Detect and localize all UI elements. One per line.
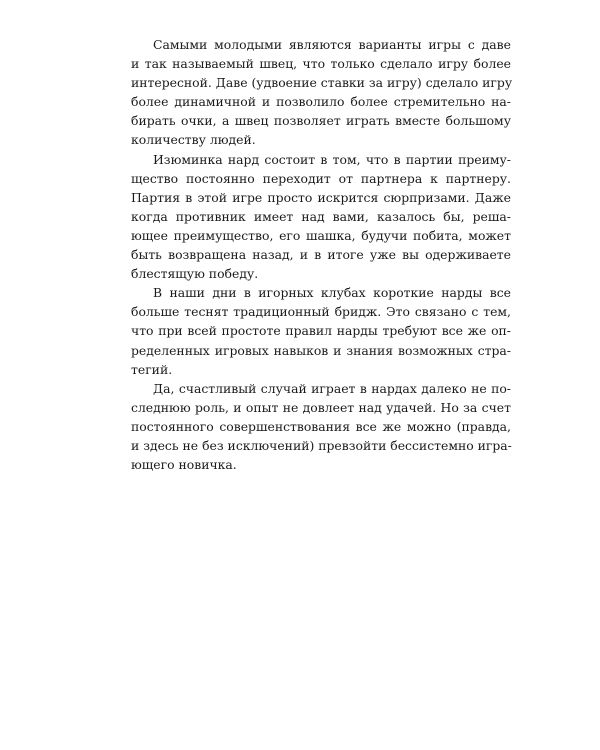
text-line: быть возвращена назад, и в итоге уже вы одерживаете [131,247,511,263]
text-line: что при всей простоте правил нарды требуют все же оп- [131,323,511,339]
text-line: больше теснят традиционный бридж. Это связано с тем, [131,304,511,320]
text-line: постоянного совершенствования все же можно (правда, [131,418,511,434]
text-line: Да, счастливый случай играет в нардах далеко не по- [153,380,511,396]
text-line: когда противник имеет над вами, казалось бы, реша- [131,208,511,224]
text-line: количеству людей. [131,132,256,148]
body-text [131,35,511,474]
text-line: щество постоянно переходит от партнера к партнеру. [131,170,511,186]
text-line: блестящую победу. [131,266,259,282]
text-line: ющее преимущество, его шашка, будучи побита, может [131,227,511,243]
text-line: следнюю роль, и опыт не довлеет над удачей. Но за счет [131,399,511,415]
text-line: тегий. [131,361,173,377]
text-line: В наши дни в игорных клубах короткие нарды все [153,285,511,301]
paragraph-4 [131,379,511,474]
text-line: бирать очки, а швец позволяет играть вместе большому [131,113,511,129]
text-line: и так называемый швец, что только сделало игру более [131,56,511,72]
paragraph-2 [131,150,511,284]
text-line: ющего новичка. [131,457,237,473]
text-line: интересной. Даве (удвоение ставки за игру) сделало игру [131,75,513,91]
text-line: Самыми молодыми являются варианты игры с даве [153,37,511,52]
text-line: Партия в этой игре просто искрится сюрпризами. Даже [131,189,511,205]
text-line: Изюминка нард состоит в том, что в партии преиму- [153,151,511,167]
text-line: ределенных игровых навыков и знания возможных стра- [131,342,511,358]
paragraph-1 [131,35,511,150]
text-line: более динамичной и позволило более стремительно на- [131,94,511,110]
paragraph-3 [131,283,511,378]
text-line: и здесь не без исключений) превзойти бессистемно игра- [131,437,512,453]
